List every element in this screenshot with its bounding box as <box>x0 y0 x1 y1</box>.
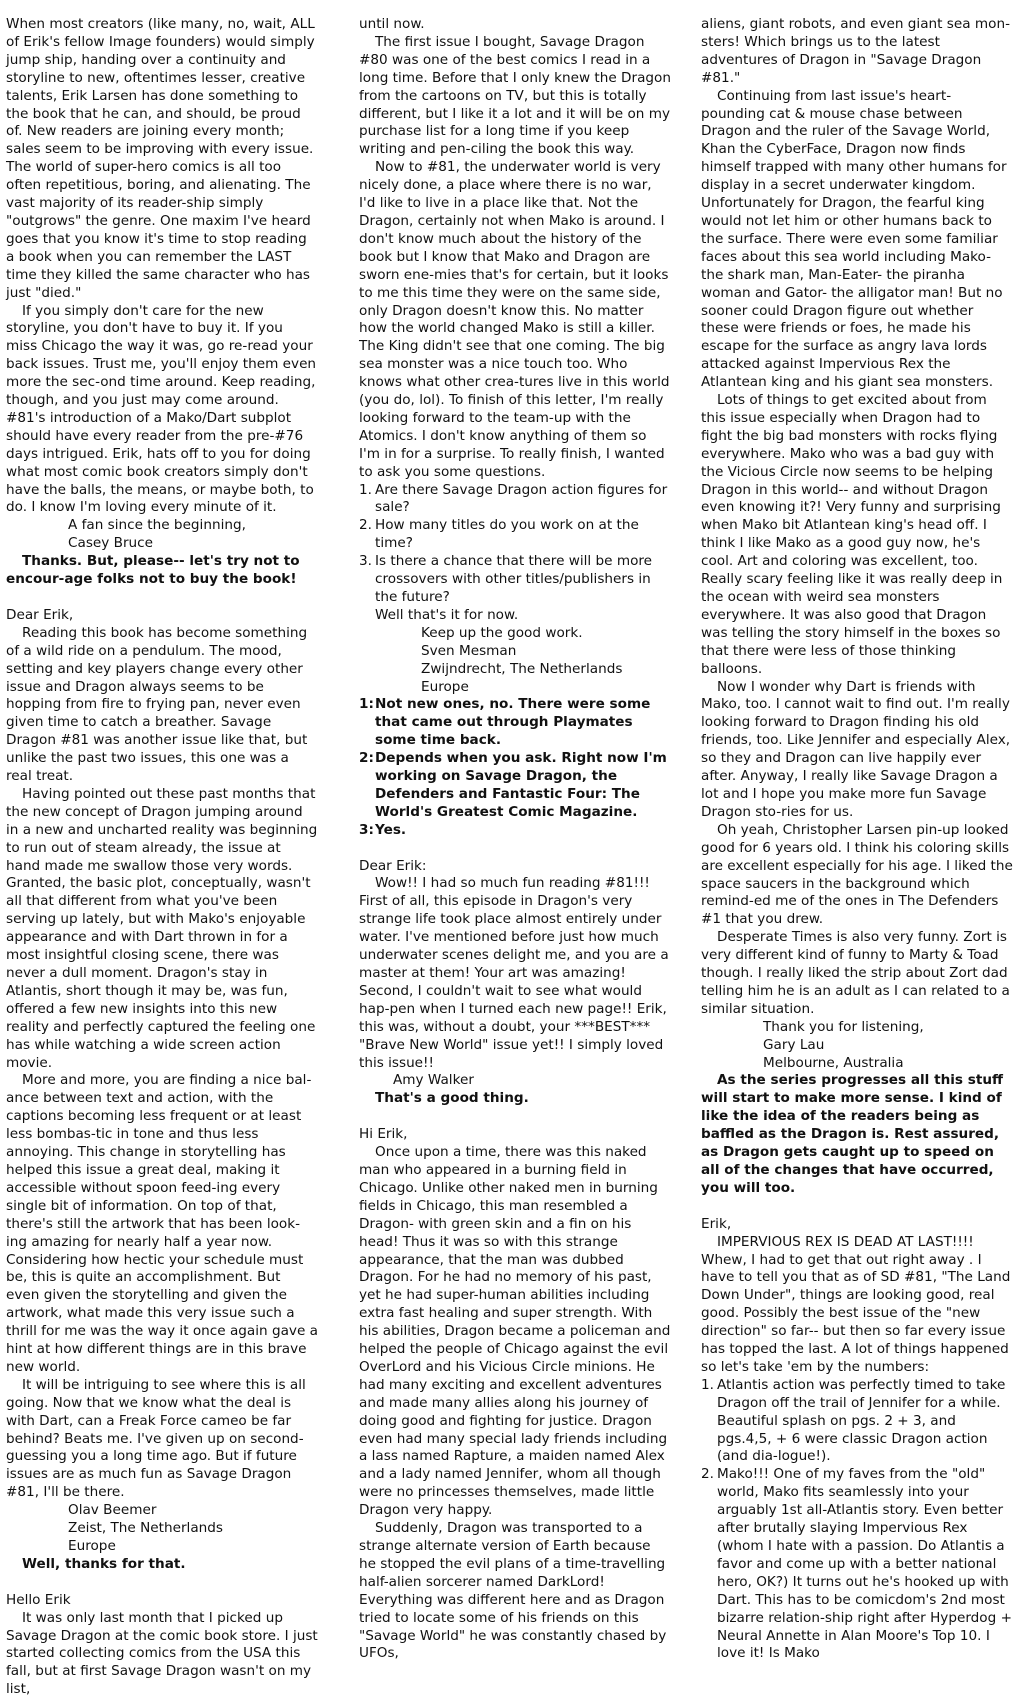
letter-salutation: Erik, <box>701 1215 732 1232</box>
letter-signature-name: Olav Beemer <box>68 1502 157 1519</box>
list-item <box>701 1377 1013 1467</box>
list-item <box>701 1466 1013 1663</box>
letter-paragraph: Once upon a time, there was this naked man who appeared in a burning field in Chicago. Unlike other naked men in burning fields in Chicago, this man resembled a Dragon- with green skin and a fin on his head! Thus it was so with this strange appearance, that the man was dubbed Dragon. For he had no memory of his past, yet he had super-human abilities including extra fast healing and super strength. With his abilities, Dragon became a policeman and helped the people of Chicago against the evil OverLord and his Vicious Circle minions. He had many exciting and excellent adventures and made many allies along his journey of doing good and fighting for justice. Dragon even had many special lady friends including a lass named Rapture, a maiden named Alex and a lady named Jennifer, whom all though were no princesses themselves, made little Dragon very happy. <box>359 1144 671 1519</box>
letter-paragraph: Continuing from last issue's heart-pounding cat & mouse chase between Dragon and the ruler of the Savage World, Khan the CyberFace, Dragon now finds himself trapped with many other humans for display in a secret underwater kingdom. Unfortunately for Dragon, the fearful king would not let him or other humans back to the surface. There were even some familiar faces about this sea world including Mako- the shark man, Man-Eater- the piranha woman and Gator- the alligator man! But no sooner could Dragon figure out whether these were friends or foes, he made his escape for the surface as angry lava lords attacked against Impervious Rex the Atlantean king and his giant sea monsters. <box>701 87 1007 391</box>
letter-salutation: Hi Erik, <box>359 1126 408 1143</box>
editor-reply: Thanks. But, please-- let's try not to encour-age folks not to buy the book! <box>6 553 300 588</box>
spacer <box>359 1108 671 1126</box>
list-number: 1. <box>701 1376 714 1393</box>
letter-signature-name: Gary Lau <box>763 1036 825 1053</box>
letter-paragraph: Suddenly, Dragon was transported to a strange alternate version of Earth because he stopped the evil plans of a time-travelling half-alien sorcerer named DarkLord! Everything was different here and as Dragon tried to locate some of his friends on this "Savage World" he was constantly chased by UFOs, <box>359 1520 667 1662</box>
answer-list <box>359 696 671 839</box>
letter-signature-location: Zwijndrecht, The Netherlands <box>421 660 623 677</box>
letter-paragraph: The first issue I bought, Savage Dragon #80 was one of the best comics I read in a long time. Before that I only knew the Dragon from the cartoons on TV, but this is totally different, but I like it a lot and it will be on my purchase list for a long time if you keep writing and pen-ciling the book this way. <box>359 33 671 158</box>
column-1 <box>6 16 318 1699</box>
letter-paragraph: Oh yeah, Christopher Larsen pin-up looked good for 6 years old. I think his coloring skills are excellent especially for his age. I liked the space saucers in the background which remind-ed me of the ones in The Defenders #1 that you drew. <box>701 821 1013 928</box>
editor-reply: Well, thanks for that. <box>22 1555 186 1572</box>
spacer <box>6 589 318 607</box>
numbered-list <box>701 1377 1013 1664</box>
list-number: 2. <box>359 517 372 534</box>
letter-signature-location: Melbourne, Australia <box>763 1054 904 1071</box>
letter-paragraph: If you simply don't care for the new storyline, you don't have to buy it. If you miss Chicago the way it was, go re-read your back issues. Trust me, you'll enjoy them even more the sec-ond time around. Keep reading, though, and you just may come around. #81's introduction of a Mako/Dart subplot should have every reader from the pre-#76 days intrigued. Erik, hats off to you for doing what most comic book creators simply don't have the balls, the means, or maybe both, to do. I know I'm loving every minute of it. <box>6 302 317 516</box>
editor-reply: As the series progresses all this stuff will start to make more sense. I kind of like the idea of the readers being as baffled as the Dragon is. Rest assured, as Dragon gets caught up to speed on all of the changes that have occurred, you will too. <box>701 1072 1004 1196</box>
letter-paragraph: Well that's it for now. <box>375 606 519 623</box>
list-text: Mako!!! One of my faves from the "old" world, Mako fits seamlessly into your arguably 1st all-Atlantis story. Even better after brutally slaying Impervious Rex (whom I hate with a passion. Do Atlantis a favor and come up with a better national hero, OK?) It turns out he's hooked up with Dart. This has to be comicdom's 2nd most bizarre relation-ship right after Hyperdog + Neural Annette in Alan Moore's Top 10. I love it! Is Mako <box>717 1466 1012 1662</box>
letter-signature-line: A fan since the beginning, <box>68 517 246 534</box>
spacer <box>701 1198 1013 1216</box>
list-text: How many titles do you work on at the time? <box>375 517 639 552</box>
letter-paragraph: aliens, giant robots, and even giant sea mon-sters! Which brings us to the latest adventures of Dragon in "Savage Dragon #81." <box>701 16 1010 86</box>
letter-paragraph: Now to #81, the underwater world is very nicely done, a place where there is no war, I'd like to live in a place like that. Not the Dragon, certainly not when Mako is around. I don't know much about the history of the book but I know that Mako and Dragon are sworn ene-mies that's for certain, but it looks to me this time they were on the same side, only Dragon doesn't know this. No matter how the world changed Mako is still a killer. The King didn't see that one coming. The big sea monster was a nice touch too. Who knows what other crea-tures live in this world (you do, lol). To finish of this letter, I'm really looking forward to the team-up with the Atomics. I don't know anything of them so I'm in for a surprise. To really finish, I wanted to ask you some questions. <box>359 159 670 480</box>
list-text: Is there a chance that there will be more crossovers with other titles/publishers in the future? <box>375 553 653 605</box>
letter-paragraph: It will be intriguing to see where this is all going. Now that we know what the deal is with Dart, can a Freak Force cameo be far behind? Beats me. I've given up on second-guessing you a long time ago. But if future issues are as much fun as Savage Dragon #81, I'll be there. <box>6 1376 306 1501</box>
letter-signature-location: Europe <box>68 1538 116 1555</box>
letter-signature-name: Casey Bruce <box>68 535 154 552</box>
list-number: 1. <box>359 481 372 498</box>
letter-signature-name: Sven Mesman <box>421 642 517 659</box>
list-item <box>359 482 671 518</box>
list-text: Depends when you ask. Right now I'm working on Savage Dragon, the Defenders and Fantastic Four: The World's Greatest Comic Magazine. <box>375 750 667 820</box>
letter-paragraph: IMPERVIOUS REX IS DEAD AT LAST!!!! Whew, I had to get that out right away . I have to tell you that as of SD #81, "The Land Down Under", things are looking good, real good. Possibly the best issue of the "new direction" so far-- but then so far every issue has topped the last. A lot of things happened so let's take 'em by the numbers: <box>701 1233 1011 1375</box>
letter-paragraph: Desperate Times is also very funny. Zort is very different kind of funny to Marty & Toad though. I really liked the strip about Zort dad telling him he is an adult as I can related to a similar situation. <box>701 929 1010 1017</box>
letter-paragraph: Lots of things to get excited about from this issue especially when Dragon had to fight the big bad monsters with rocks flying everywhere. Mako who was a bad guy with the Vicious Circle now seems to be helping Dragon in this world-- and without Dragon even knowing it?! Very funny and surprising when Mako bit Atlantean king's head off. I think I like Mako as a good guy now, he's cool. Art and coloring was excellent, too. Really scary feeling like it was really deep in the ocean with weird sea monsters everywhere. It was also good that Dragon was telling the story himself in the boxes so that there were less of those thinking balloons. <box>701 392 1003 677</box>
letter-salutation: Hello Erik <box>6 1591 71 1608</box>
list-number: 2: <box>359 750 374 767</box>
letter-paragraph: until now. <box>359 16 425 32</box>
editor-reply: That's a good thing. <box>375 1090 529 1107</box>
letter-salutation: Dear Erik, <box>6 606 74 623</box>
list-text: Yes. <box>375 821 407 838</box>
spacer <box>6 1574 318 1592</box>
list-text: Are there Savage Dragon action figures for sale? <box>375 481 668 516</box>
letter-signature-location: Europe <box>421 678 469 695</box>
list-item <box>359 696 671 750</box>
letter-paragraph: Now I wonder why Dart is friends with Mako, too. I cannot wait to find out. I'm really looking forward to Dragon finding his old friends, too. Like Jennifer and especially Alex, so they and Dragon can live happily ever after. Anyway, I really like Savage Dragon a lot and I hope you make more fun Savage Dragon sto-ries for us. <box>701 678 1011 820</box>
letter-paragraph: It was only last month that I picked up Savage Dragon at the comic book store. I just started collecting comics from the USA this fall, but at first Savage Dragon wasn't on my list, <box>6 1609 318 1698</box>
column-3 <box>701 16 1013 1663</box>
column-2 <box>359 16 671 1663</box>
letter-paragraph: When most creators (like many, no, wait, ALL of Erik's fellow Image founders) would simply jump ship, handing over a continuity and storyline to new, oftentimes lesser, creative talents, Erik Larsen has done something to the book that he can, and should, be proud of. New readers are joining every month; sales seem to be improving with every issue. The world of super-hero comics is all too often repetitious, boring, and alienating. The vast majority of its reader-ship simply "outgrows" the genre. One maxim I've heard goes that you know it's time to stop reading a book when you can remember the LAST time they killed the same character who has just "died." <box>6 16 315 301</box>
list-number: 2. <box>701 1466 714 1483</box>
list-number: 3. <box>359 553 372 570</box>
letter-signature-line: Keep up the good work. <box>421 624 583 641</box>
list-item <box>359 553 671 607</box>
letter-paragraph: Having pointed out these past months that the new concept of Dragon jumping around in a new and uncharted reality was beginning to run out of steam already, the issue at hand made me swallow those very words. Granted, the basic plot, conceptually, wasn't all that different from what you've been serving up lately, but with Mako's enjoyable appearance and with Dart thrown in for a most insightful closing scene, there was never a dull moment. Dragon's stay in Atlantis, short though it may be, was fun, offered a few new insights into this new reality and perfectly captured the feeling one has while watching a wide screen action movie. <box>6 785 318 1071</box>
question-list <box>359 482 671 607</box>
letter-paragraph: More and more, you are finding a nice bal-ance between text and action, with the captions becoming less frequent or at least less bombas-tic in tone and thus less annoying. This change in storytelling has helped this issue a great deal, making it accessible without spoon feed-ing every single bit of information. On top of that, there's still the artwork that has been look-ing amazing for nearly half a year now. Considering how hectic your schedule must be, this is quite an accomplishment. But even given the storytelling and given the artwork, what made this very issue such a thrill for me was the way it once again gave a hint at how different things are in this brave new world. <box>6 1072 318 1375</box>
letter-signature-name: Amy Walker <box>393 1072 474 1089</box>
letter-signature-location: Zeist, The Netherlands <box>68 1520 223 1537</box>
letter-salutation: Dear Erik: <box>359 857 427 874</box>
list-item <box>359 750 671 822</box>
list-number: 3: <box>359 821 374 838</box>
letter-paragraph: Reading this book has become something of a wild ride on a pendulum. The mood, setting and key players change every other issue and Dragon always seems to be hopping from fire to frying pan, never even given time to catch a breather. Savage Dragon #81 was another issue like that, but unlike the past two issues, this one was a real treat. <box>6 624 308 785</box>
list-number: 1: <box>359 696 374 713</box>
list-text: Atlantis action was perfectly timed to take Dragon off the trail of Jennifer for a while. Beautiful splash on pgs. 2 + 3, and pgs.4,5, + 6 were classic Dragon action (and dia-logue!). <box>717 1376 1006 1465</box>
spacer <box>359 840 671 858</box>
list-text: Not new ones, no. There were some that came out through Playmates some time back. <box>375 696 651 749</box>
list-item <box>359 517 671 553</box>
letter-paragraph: Wow!! I had so much fun reading #81!!! First of all, this episode in Dragon's very strange life took place almost entirely under water. I've mentioned before just how much underwater scenes delight me, and you are a master at them! Your art was amazing! Second, I couldn't wait to see what would hap-pen when I turned each new page!! Erik, this was, without a doubt, your ***BEST*** "Brave New World" issue yet!! I simply loved this issue!! <box>359 875 669 1071</box>
list-item <box>359 822 671 840</box>
letter-signature-line: Thank you for listening, <box>763 1018 924 1035</box>
